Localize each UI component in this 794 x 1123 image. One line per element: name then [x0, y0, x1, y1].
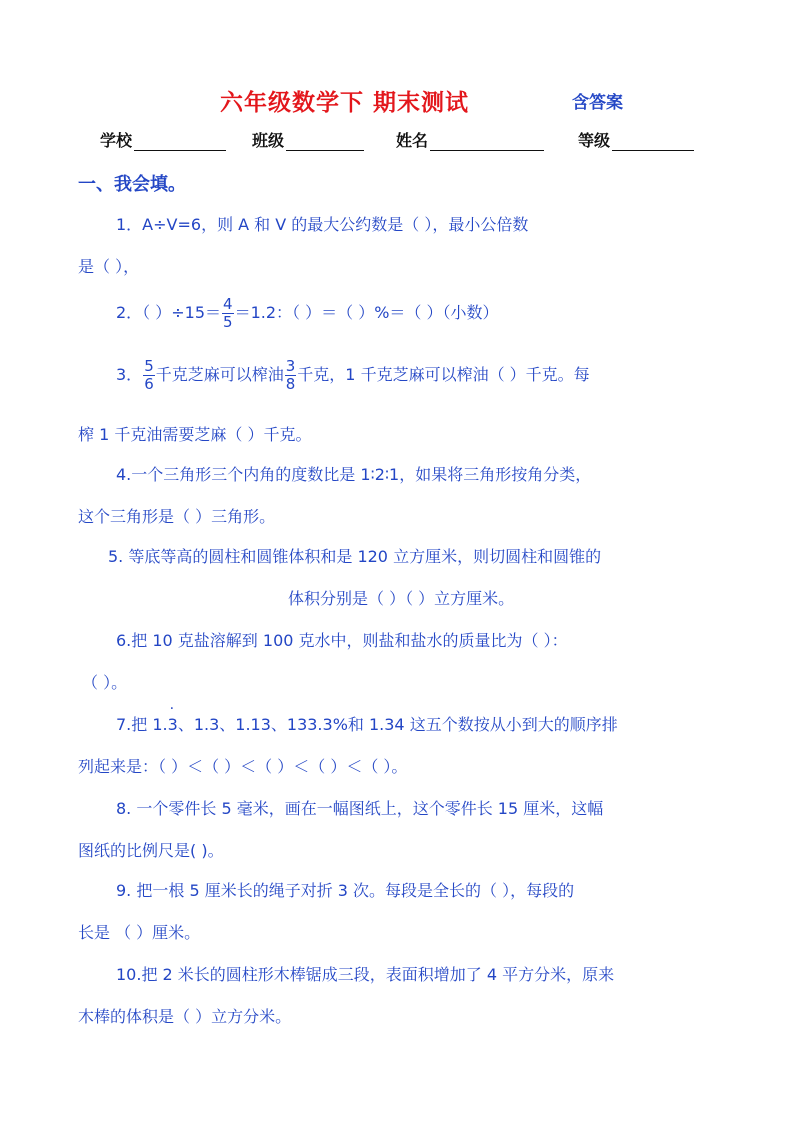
question-8-line-1: 8. 一个零件长 5 毫米，画在一幅图纸上，这个零件长 15 厘米，这幅	[116, 799, 604, 818]
page-title: 六年级数学下 期末测试	[220, 90, 470, 116]
fraction-denominator: 8	[285, 375, 296, 393]
repeating-decimal-digit: · 3	[168, 715, 178, 734]
name-blank[interactable]	[430, 134, 544, 151]
title-row	[0, 84, 794, 116]
fraction-5-6	[143, 358, 155, 393]
question-6-line-2: （ ）。	[82, 673, 128, 692]
question-3-suffix: 千克，1 千克芝麻可以榨油（ ）千克。每	[297, 365, 590, 384]
grade-label: 等级	[578, 131, 611, 150]
question-7-line-1	[116, 712, 618, 735]
question-3-line-2: 榨 1 千克油需要芝麻（ ）千克。	[78, 425, 312, 444]
question-8-line-2: 图纸的比例尺是( )。	[78, 841, 224, 860]
question-2-suffix: ＝1.2：（ ）＝（ ）%＝（ ）（小数）	[234, 303, 499, 322]
question-6-line-1: 6.把 10 克盐溶解到 100 克水中，则盐和盐水的质量比为（ ）：	[116, 631, 568, 650]
question-9-line-1: 9. 把一根 5 厘米长的绳子对折 3 次。每段是全长的（ ），每段的	[116, 881, 575, 900]
question-10-line-2: 木棒的体积是（ ）立方分米。	[78, 1007, 292, 1026]
section-heading: 一、我会填。	[78, 174, 186, 195]
class-blank[interactable]	[286, 134, 364, 151]
question-3-middle: 千克芝麻可以榨油	[155, 365, 284, 384]
question-7-line-2: 列起来是：（ ）＜（ ）＜（ ）＜（ ）＜（ ）。	[78, 757, 408, 776]
question-4-line-1: 4.一个三角形三个内角的度数比是 1∶2∶1，如果将三角形按角分类，	[116, 465, 592, 484]
fraction-numerator: 4	[223, 295, 233, 313]
class-label: 班级	[252, 131, 285, 150]
question-1-line-2: 是（ ），	[78, 257, 140, 276]
question-3-prefix: 3．	[116, 365, 143, 384]
grade-blank[interactable]	[612, 134, 694, 151]
name-field[interactable]	[396, 128, 544, 151]
school-blank[interactable]	[134, 134, 226, 151]
fraction-denominator: 5	[223, 313, 233, 331]
question-1-line-1: 1．A÷V=6，则 A 和 V 的最大公约数是（ ），最小公倍数	[116, 215, 529, 234]
question-3-line-1	[116, 358, 590, 393]
question-2-prefix: 2．（ ）÷15＝	[116, 303, 222, 322]
class-field[interactable]	[252, 128, 364, 151]
fraction-3-8	[285, 358, 297, 393]
question-9-line-2: 长是 （ ）厘米。	[78, 923, 201, 942]
question-7-suffix: 、1.3、1.13、133.3%和 1.34 这五个数按从小到大的顺序排	[177, 715, 618, 734]
fraction-4-5	[222, 296, 234, 331]
question-4-line-2: 这个三角形是（ ）三角形。	[78, 507, 276, 526]
question-5-line-1: 5. 等底等高的圆柱和圆锥体积和是 120 立方厘米，则切圆柱和圆锥的	[108, 547, 602, 566]
fraction-numerator: 5	[144, 357, 154, 375]
school-field[interactable]	[100, 128, 226, 151]
fraction-denominator: 6	[144, 375, 154, 393]
question-5-line-2: 体积分别是（ ）（ ）立方厘米。	[288, 589, 515, 608]
school-label: 学校	[100, 131, 133, 150]
fraction-numerator: 3	[285, 357, 296, 375]
question-2-line	[116, 296, 499, 331]
question-10-line-1: 10.把 2 米长的圆柱形木棒锯成三段，表面积增加了 4 平方分米，原来	[116, 965, 615, 984]
grade-field[interactable]	[578, 128, 694, 151]
question-7-prefix: 7.把 1.	[116, 715, 168, 734]
name-label: 姓名	[396, 131, 429, 150]
page-subtitle: 含答案	[572, 93, 623, 113]
